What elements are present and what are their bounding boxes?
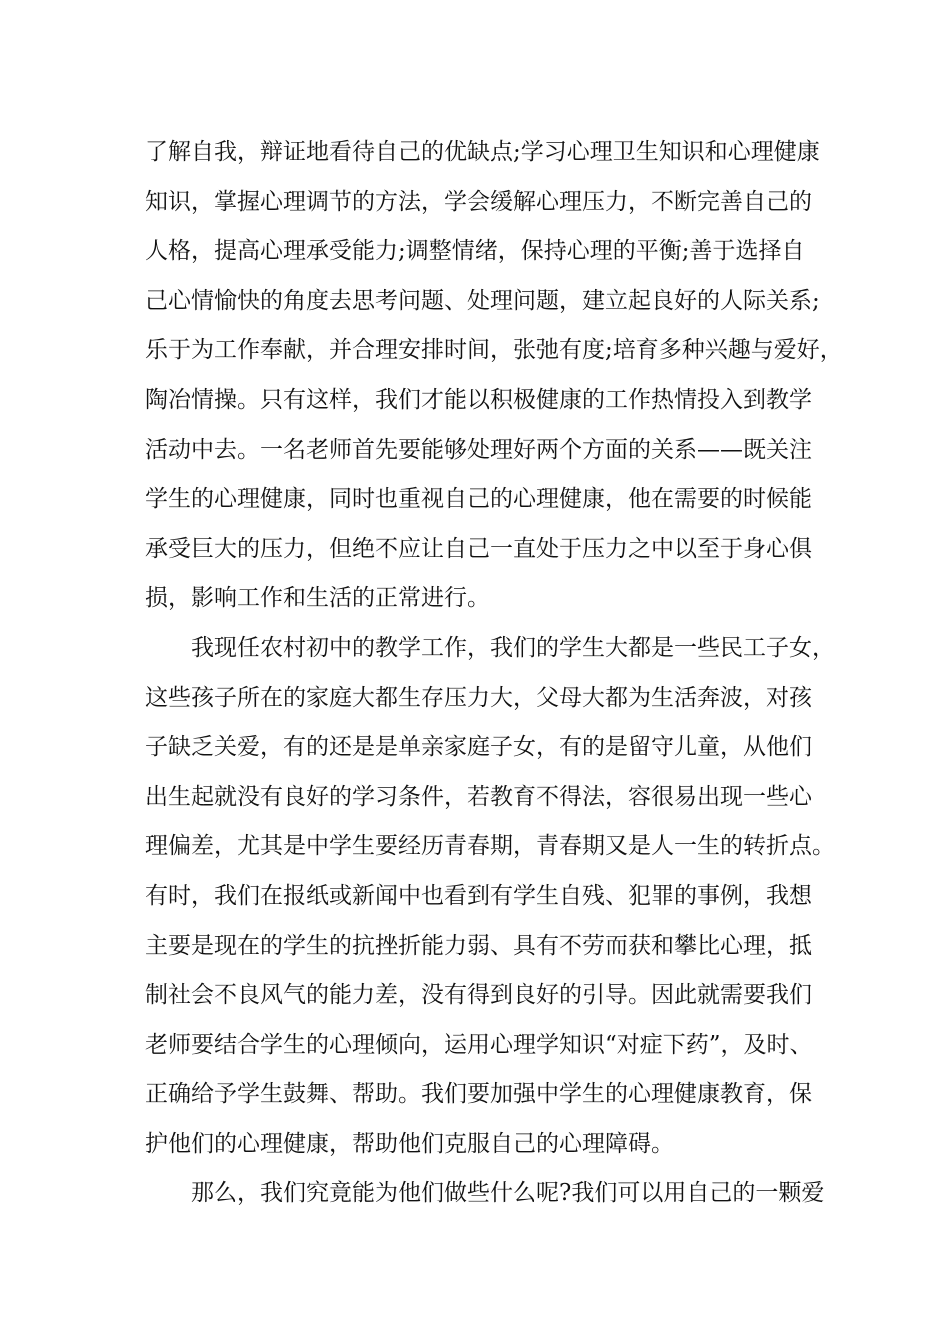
text-line: 知识，掌握心理调节的方法，学会缓解心理压力，不断完善自己的 — [145, 188, 812, 215]
text-line: 护他们的心理健康，帮助他们克服自己的心理障碍。 — [145, 1130, 674, 1157]
text-line: 正确给予学生鼓舞、帮助。我们要加强中学生的心理健康教育，保 — [145, 1081, 812, 1108]
paragraph-start-line: 那么，我们究竟能为他们做些什么呢?我们可以用自己的一颗爱 — [191, 1180, 825, 1207]
text-line: 己心情愉快的角度去思考问题、处理问题，建立起良好的人际关系; — [145, 287, 820, 314]
body-text — [145, 128, 843, 1219]
text-line: 活动中去。一名老师首先要能够处理好两个方面的关系——既关注 — [145, 436, 812, 463]
text-line: 出生起就没有良好的学习条件，若教育不得法，容很易出现一些心 — [145, 783, 812, 810]
text-line: 这些孩子所在的家庭大都生存压力大，父母大都为生活奔波，对孩 — [145, 684, 812, 711]
text-line: 乐于为工作奉献，并合理安排时间，张弛有度;培育多种兴趣与爱好， — [145, 337, 843, 364]
text-line: 制社会不良风气的能力差，没有得到良好的引导。因此就需要我们 — [145, 982, 812, 1009]
text-line: 了解自我，辩证地看待自己的优缺点;学习心理卫生知识和心理健康 — [145, 139, 820, 165]
text-line: 有时，我们在报纸或新闻中也看到有学生自残、犯罪的事例，我想 — [145, 882, 812, 909]
text-line: 承受巨大的压力，但绝不应让自己一直处于压力之中以至于身心俱 — [145, 535, 812, 562]
text-line: 人格，提高心理承受能力;调整情绪，保持心理的平衡;善于选择自 — [145, 238, 805, 265]
text-line: 学生的心理健康，同时也重视自己的心理健康，他在需要的时候能 — [145, 486, 812, 513]
text-line: 主要是现在的学生的抗挫折能力弱、具有不劳而获和攀比心理，抵 — [145, 932, 812, 959]
text-line: 老师要结合学生的心理倾向，运用心理学知识“对症下药”，及时、 — [145, 1031, 813, 1058]
text-line: 陶冶情操。只有这样，我们才能以积极健康的工作热情投入到教学 — [145, 386, 812, 413]
text-line: 理偏差，尤其是中学生要经历青春期，青春期又是人一生的转折点。 — [145, 833, 835, 860]
text-line: 子缺乏关爱，有的还是是单亲家庭子女，有的是留守儿童，从他们 — [145, 734, 812, 761]
paragraph-start-line: 我现任农村初中的教学工作，我们的学生大都是一些民工子女， — [191, 634, 835, 661]
text-line: 损，影响工作和生活的正常进行。 — [145, 585, 490, 612]
